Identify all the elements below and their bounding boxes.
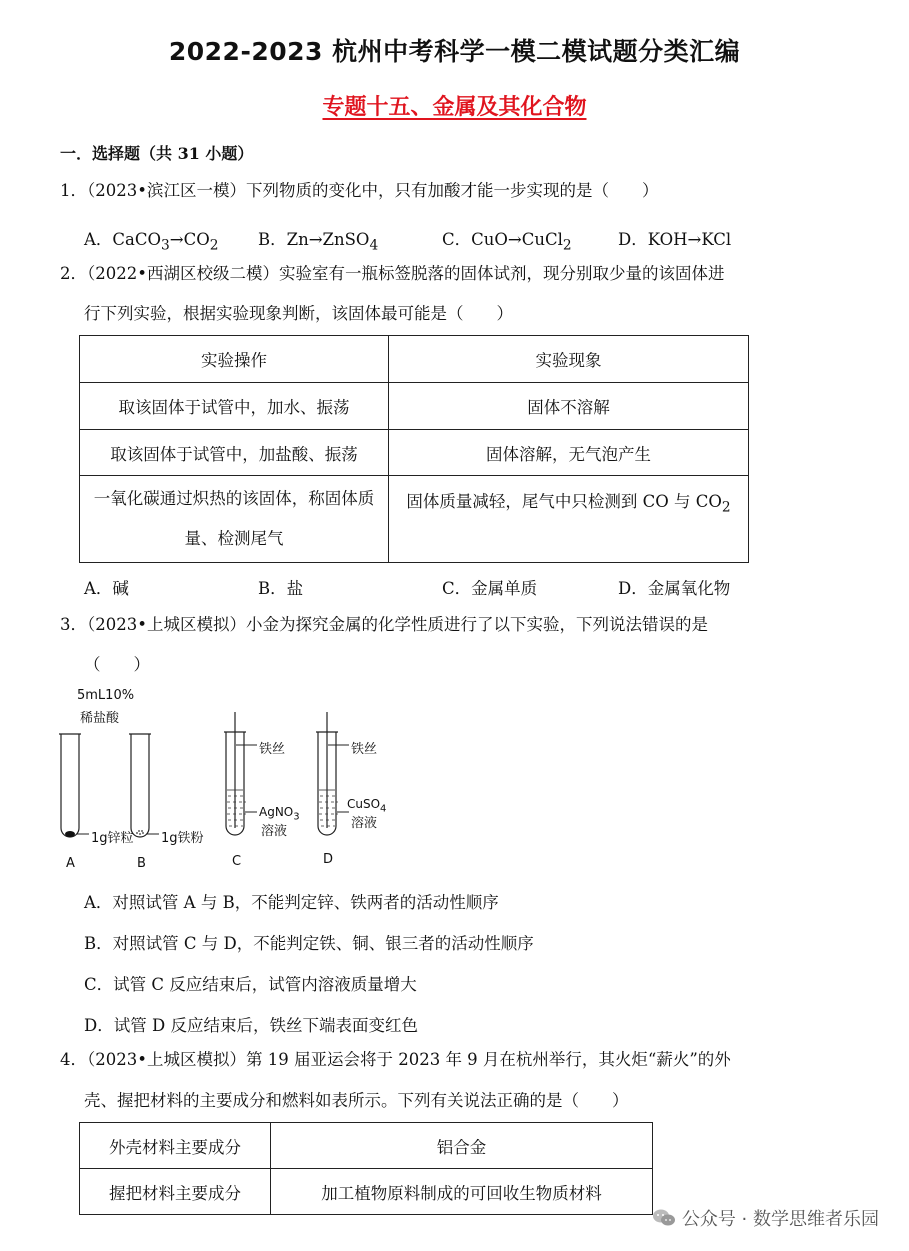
solution-d-label: 溶液 — [351, 816, 378, 831]
q4-stem-line2: 壳、握把材料的主要成分和燃料如表所示。下列有关说法正确的是（ ） — [84, 1091, 629, 1110]
q2-table-cell — [80, 476, 389, 563]
q1-c-sub1: 2 — [562, 237, 572, 254]
solution-d-text: CuSO — [347, 797, 381, 811]
q1-b-sub1: 4 — [369, 237, 379, 254]
wire-label-c: 铁丝 — [259, 742, 286, 757]
q2-table-cell: 固体不溶解 — [389, 383, 749, 430]
page-title: 2022-2023 杭州中考科学一模二模试题分类汇编 — [168, 37, 741, 66]
tube-a-label: A — [66, 856, 75, 871]
solution-c-label: 溶液 — [261, 824, 288, 839]
q2-option-b: B．盐 — [258, 579, 304, 598]
watermark-text: 公众号 · 数学思维者乐园 — [681, 1209, 879, 1230]
wire-label-d: 铁丝 — [351, 742, 378, 757]
iron-powder-icon — [136, 830, 144, 835]
q4-table-cell: 铝合金 — [271, 1123, 653, 1169]
q3-option-c: C．试管 C 反应结束后，试管内溶液质量增大 — [84, 975, 417, 994]
q1-stem: 1．（2023•滨江区一模）下列物质的变化中，只有加酸才能一步实现的是（ ） — [60, 181, 659, 200]
page-subtitle — [0, 90, 909, 121]
iron-powder-label: 1g铁粉 — [161, 831, 204, 846]
test-tube-b — [129, 734, 151, 837]
q1-b-part1: B．Zn→ZnSO — [258, 230, 370, 249]
solution-c — [227, 790, 246, 826]
wechat-icon — [652, 1208, 676, 1228]
q1-option-a — [84, 226, 219, 253]
solution-c-sub: 3 — [293, 811, 300, 823]
solution-c-text: AgNO — [259, 805, 294, 819]
q1-a-sub1: 3 — [161, 237, 170, 254]
q4-table-cell: 握把材料主要成分 — [80, 1169, 271, 1215]
q4-table-cell: 外壳材料主要成分 — [80, 1123, 271, 1169]
solution-d-sub: 4 — [380, 803, 387, 815]
tube-c-label: C — [232, 854, 242, 869]
q2-table-cell — [389, 476, 749, 563]
test-tube-c — [224, 712, 246, 835]
subtitle-text: 专题十五、金属及其化合物 — [322, 95, 587, 120]
q2-table-header-operation: 实验操作 — [80, 336, 389, 383]
q1-c-part1: C．CuO→CuCl — [442, 230, 563, 249]
tube-d-label: D — [323, 852, 334, 867]
q2-option-d: D．金属氧化物 — [618, 579, 731, 598]
q2-table-header-phenomenon: 实验现象 — [389, 336, 749, 383]
watermark — [652, 1205, 879, 1231]
q4-table-cell: 加工植物原料制成的可回收生物质材料 — [271, 1169, 653, 1215]
q2-table-cell-line2: 量、检测尾气 — [184, 529, 284, 548]
q3-option-d: D．试管 D 反应结束后，铁丝下端表面变红色 — [84, 1016, 418, 1035]
q3-experiment-figure — [55, 688, 395, 873]
q3-option-a: A．对照试管 A 与 B，不能判定锌、铁两者的活动性顺序 — [84, 893, 499, 912]
tube-b-label: B — [137, 856, 146, 871]
q2-table-cell-text: 固体质量减轻，尾气中只检测到 CO 与 CO — [406, 492, 722, 511]
zinc-granule-icon — [65, 831, 75, 837]
q1-a-sub2: 2 — [209, 237, 219, 254]
q2-table-cell: 取该固体于试管中，加水、振荡 — [80, 383, 389, 430]
test-tube-d — [316, 712, 338, 835]
q2-table-cell: 取该固体于试管中，加盐酸、振荡 — [80, 430, 389, 476]
q2-table — [79, 335, 749, 563]
q1-a-part2: →CO — [169, 230, 210, 249]
q2-option-a: A．碱 — [84, 579, 129, 598]
q3-stem-line1: 3．（2023•上城区模拟）小金为探究金属的化学性质进行了以下实验，下列说法错误的是 — [60, 615, 708, 634]
q3-stem-line2: （ ） — [84, 655, 150, 674]
q1-a-part1: A．CaCO — [84, 230, 162, 249]
q1-option-b — [258, 226, 378, 253]
q2-stem-line2: 行下列实验，根据实验现象判断，该固体最可能是（ ） — [84, 304, 513, 323]
acid-label-2: 稀盐酸 — [80, 711, 120, 726]
q2-option-c: C．金属单质 — [442, 579, 538, 598]
acid-label-1: 5mL10% — [77, 688, 135, 703]
q1-option-d: D．KOH→KCl — [618, 230, 732, 249]
q4-stem-line1: 4．（2023•上城区模拟）第 19 届亚运会将于 2023 年 9 月在杭州举行，其火炬“薪火”的外 — [60, 1050, 731, 1069]
zinc-label: 1g锌粒 — [91, 831, 134, 846]
test-tube-a — [59, 734, 81, 837]
q2-table-cell: 固体溶解，无气泡产生 — [389, 430, 749, 476]
q2-table-cell-sub: 2 — [721, 499, 731, 516]
q2-table-cell-line1: 一氧化碳通过炽热的该固体，称固体质 — [93, 489, 375, 508]
solution-d — [319, 790, 338, 826]
q1-option-c — [442, 226, 572, 253]
q3-option-b: B．对照试管 C 与 D，不能判定铁、铜、银三者的活动性顺序 — [84, 934, 534, 953]
q2-stem-line1: 2．（2022•西湖区校级二模）实验室有一瓶标签脱落的固体试剂，现分别取少量的该固体进 — [60, 264, 725, 283]
q4-table — [79, 1122, 653, 1215]
section-heading: 一．选择题（共 31 小题） — [60, 144, 254, 163]
